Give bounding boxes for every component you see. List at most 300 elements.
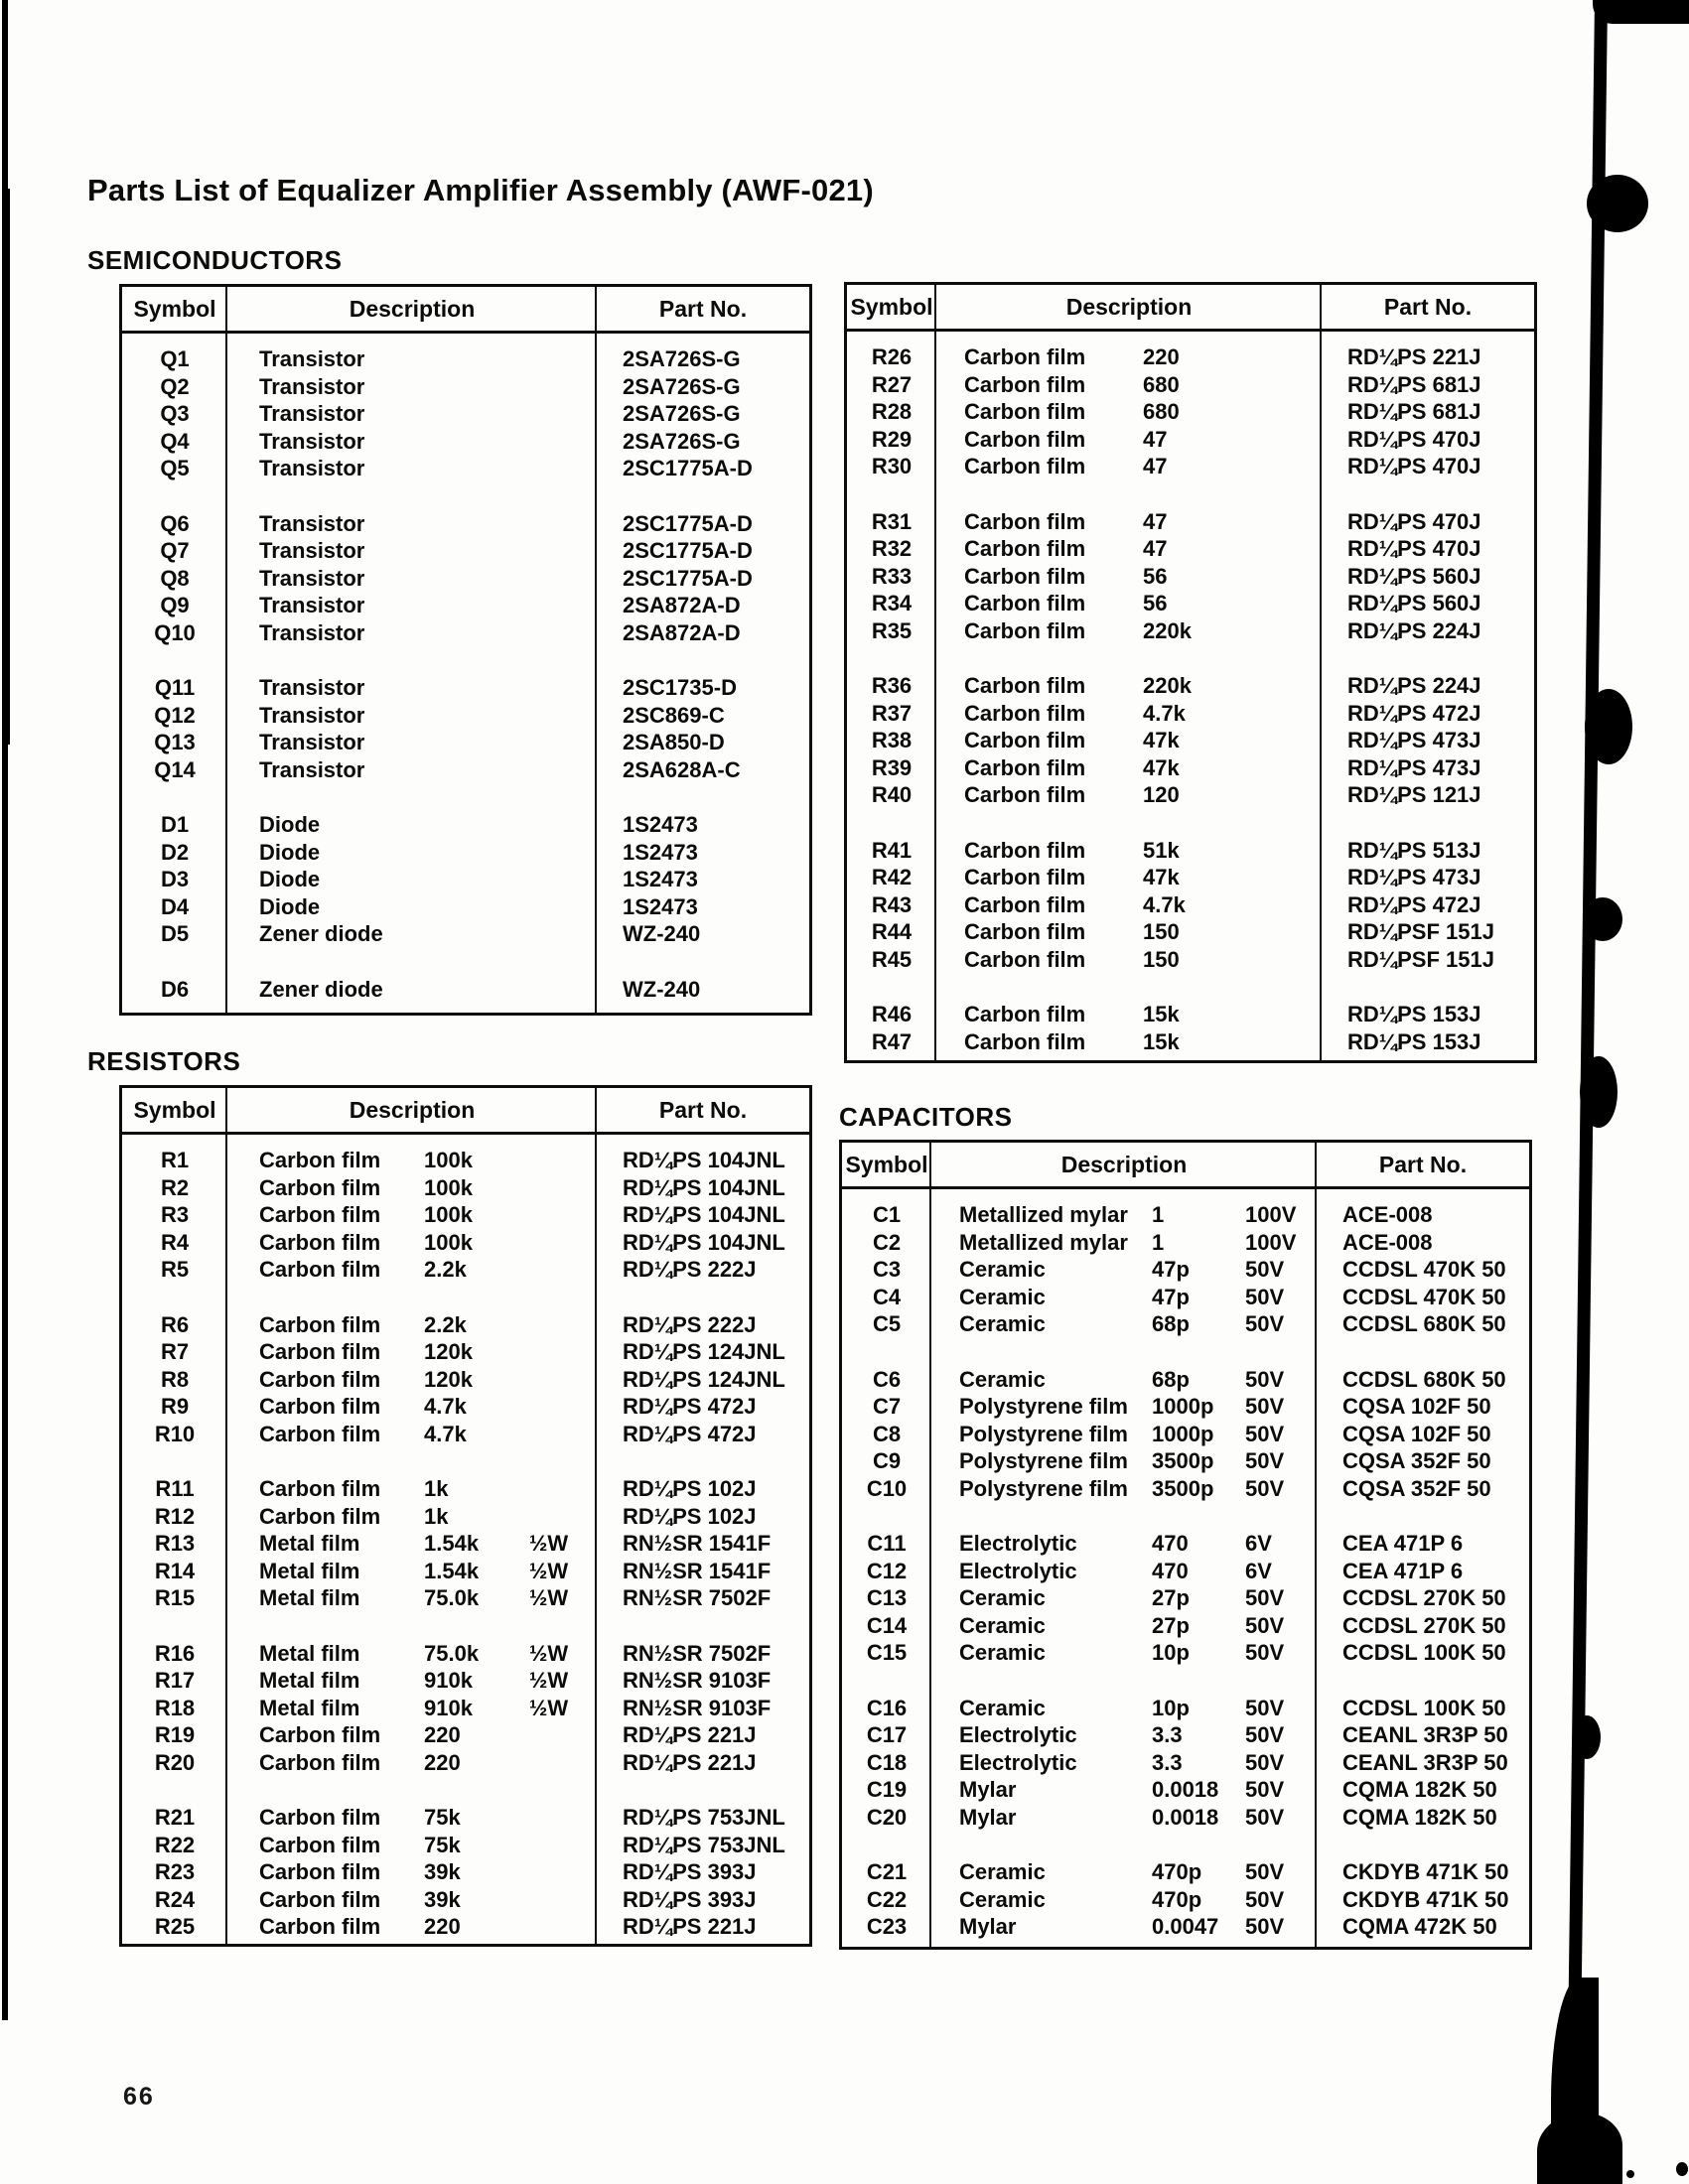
symbol-cell: Q9: [160, 593, 190, 617]
part-number-cell: RD¼PS 221J: [623, 1914, 757, 1939]
semiconductors-table: [119, 284, 812, 1016]
component-value: 3.3: [1152, 1749, 1183, 1775]
part-number-cell: RD¼PS 473J: [1347, 865, 1481, 889]
header-symbol: Symbol: [133, 295, 216, 322]
component-type: Carbon film: [259, 1476, 381, 1501]
table-row: [842, 1804, 1529, 1832]
part-number-cell: RN½SR 9103F: [623, 1668, 772, 1693]
component-type: Carbon film: [259, 1229, 381, 1255]
table-row: [842, 1913, 1529, 1941]
description-cell: [227, 1201, 597, 1229]
description-cell: [227, 537, 597, 565]
symbol-cell: R42: [871, 865, 913, 889]
part-number-cell: 2SA726S-G: [623, 428, 741, 454]
component-type: Zener diode: [259, 976, 383, 1002]
symbol-cell: C12: [866, 1558, 908, 1583]
part-number-cell: RD¼PS 560J: [1347, 591, 1481, 615]
description-cell: [936, 590, 1322, 617]
part-number-cell: CEANL 3R3P 50: [1342, 1749, 1508, 1775]
component-value: 10p: [1152, 1695, 1190, 1720]
component-type: Transistor: [259, 428, 365, 454]
component-type: Carbon film: [259, 1148, 381, 1172]
component-voltage: 50V: [1245, 1612, 1285, 1638]
table-row: [847, 508, 1534, 536]
part-number-cell: RD¼PS 104JNL: [623, 1202, 785, 1227]
component-type: Metallized mylar: [959, 1202, 1128, 1227]
component-value: 0.0018: [1152, 1777, 1219, 1802]
component-voltage: 50V: [1245, 1804, 1285, 1830]
header-symbol: Symbol: [850, 293, 933, 320]
symbol-cell: R34: [871, 591, 913, 615]
symbol-cell: Q8: [160, 565, 190, 591]
part-number-cell: RD¼PSF 151J: [1347, 919, 1494, 944]
symbol-cell: R21: [154, 1805, 196, 1830]
description-cell: [227, 1174, 597, 1202]
description-cell: [931, 1612, 1317, 1640]
component-voltage: 50V: [1245, 1777, 1285, 1802]
description-cell: [936, 371, 1322, 399]
component-value: 39k: [424, 1886, 461, 1912]
description-cell: [227, 1530, 597, 1558]
resistors-table-right: [844, 282, 1537, 1063]
component-voltage: 50V: [1245, 1695, 1285, 1720]
symbol-cell: Q7: [160, 538, 190, 563]
symbol-cell: C1: [872, 1202, 902, 1227]
header-description: Description: [349, 1096, 476, 1123]
description-cell: [227, 893, 597, 921]
part-number-cell: CKDYB 471K 50: [1342, 1886, 1509, 1912]
component-value: 1.54k: [424, 1531, 480, 1556]
component-type: Carbon film: [964, 919, 1086, 944]
symbol-cell: R38: [871, 728, 913, 752]
component-type: Carbon film: [964, 371, 1086, 397]
symbol-cell: C9: [872, 1448, 902, 1473]
table-row: [847, 918, 1534, 946]
header-part-no: Part No.: [1378, 1151, 1468, 1177]
table-row: [842, 1721, 1529, 1749]
symbol-cell: D4: [160, 893, 190, 919]
component-type: Carbon film: [964, 837, 1086, 863]
table-row: [847, 781, 1534, 809]
description-cell: [227, 866, 597, 893]
symbol-cell: C8: [872, 1421, 902, 1446]
component-type: Transistor: [259, 702, 365, 728]
symbol-cell: R16: [154, 1640, 196, 1666]
scan-artifact-speck-1: [1676, 2162, 1688, 2176]
symbol-cell: Q12: [154, 702, 196, 728]
part-number-cell: RD¼PS 472J: [623, 1421, 757, 1446]
component-type: Carbon film: [259, 1257, 381, 1282]
component-value: 0.0018: [1152, 1804, 1219, 1830]
component-type: Metal film: [259, 1695, 360, 1720]
component-value: 27p: [1152, 1585, 1190, 1610]
part-number-cell: RD¼PS 472J: [1347, 700, 1481, 726]
component-value: 470: [1152, 1558, 1189, 1583]
component-value: 120: [1143, 782, 1180, 807]
part-number-cell: RN½SR 9103F: [623, 1695, 772, 1720]
table-row: [847, 946, 1534, 974]
description-cell: [227, 920, 597, 948]
component-type: Carbon film: [964, 563, 1086, 589]
symbol-cell: R11: [155, 1476, 195, 1501]
symbol-cell: R12: [154, 1503, 196, 1529]
description-cell: [227, 1393, 597, 1421]
component-type: Carbon film: [964, 865, 1086, 889]
part-number-cell: RD¼PS 470J: [1347, 426, 1481, 452]
table-row: [847, 590, 1534, 617]
component-type: Carbon film: [964, 1002, 1086, 1026]
table-row: [847, 672, 1534, 700]
symbol-cell: C7: [872, 1394, 902, 1419]
symbol-cell: D2: [160, 839, 190, 865]
component-type: Zener diode: [259, 921, 383, 946]
component-wattage: ½W: [529, 1695, 569, 1720]
part-number-cell: RN½SR 1541F: [623, 1531, 772, 1556]
symbol-cell: R33: [871, 563, 913, 589]
component-value: 220: [424, 1749, 461, 1775]
part-number-cell: 2SA872A-D: [623, 593, 741, 617]
symbol-cell: R7: [160, 1339, 190, 1364]
table-row: [847, 371, 1534, 399]
table-row: [847, 837, 1534, 865]
component-value: 3.3: [1152, 1722, 1183, 1747]
table-row: [842, 1749, 1529, 1777]
symbol-cell: R27: [871, 371, 913, 397]
table-row: [842, 1612, 1529, 1640]
component-value: 47: [1143, 426, 1168, 452]
component-value: 150: [1143, 919, 1180, 944]
part-number-cell: ACE-008: [1342, 1229, 1433, 1255]
symbol-cell: R14: [154, 1558, 196, 1583]
part-number-cell: RD¼PS 221J: [623, 1749, 757, 1775]
component-type: Carbon film: [259, 1421, 381, 1446]
symbol-cell: R32: [871, 536, 913, 561]
component-value: 1: [1152, 1202, 1165, 1227]
part-number-cell: RD¼PS 470J: [1347, 454, 1481, 478]
part-number-cell: WZ-240: [623, 976, 701, 1002]
component-type: Metal film: [259, 1585, 360, 1610]
resistors-table-left: [119, 1085, 812, 1947]
symbol-cell: C22: [866, 1886, 908, 1912]
component-value: 47: [1143, 454, 1168, 478]
component-value: 4.7k: [1143, 700, 1186, 726]
component-type: Electrolytic: [959, 1749, 1077, 1775]
component-type: Carbon film: [964, 754, 1086, 780]
description-cell: [227, 1147, 597, 1174]
component-wattage: ½W: [529, 1668, 569, 1693]
part-number-cell: CEA 471P 6: [1342, 1558, 1464, 1583]
part-number-cell: RD¼PS 104JNL: [623, 1174, 785, 1200]
part-number-cell: CCDSL 270K 50: [1342, 1612, 1506, 1638]
table-row: [847, 1028, 1534, 1056]
component-value: 100k: [424, 1202, 473, 1227]
description-cell: [227, 1858, 597, 1886]
scan-artifact-top-right: [1593, 0, 1689, 24]
part-number-cell: RD¼PS 124JNL: [623, 1366, 785, 1392]
description-cell: [227, 702, 597, 730]
table-row: [847, 891, 1534, 919]
component-wattage: ½W: [529, 1585, 569, 1610]
component-type: Transistor: [259, 756, 365, 782]
component-voltage: 100V: [1245, 1229, 1297, 1255]
header-symbol: Symbol: [133, 1096, 216, 1123]
part-number-cell: RD¼PS 753JNL: [623, 1805, 785, 1830]
part-number-cell: RD¼PS 513J: [1347, 837, 1481, 863]
symbol-cell: R39: [871, 754, 913, 780]
component-wattage: ½W: [529, 1558, 569, 1583]
component-type: Carbon film: [964, 508, 1086, 534]
table-row: [847, 727, 1534, 754]
component-type: Carbon film: [964, 617, 1086, 643]
table-row: [842, 1475, 1529, 1503]
symbol-cell: C21: [866, 1859, 908, 1884]
symbol-cell: R28: [871, 399, 913, 424]
table-row: [847, 864, 1534, 891]
description-cell: [227, 1338, 597, 1366]
component-value: 220: [424, 1914, 461, 1939]
scan-artifact-speck-2: [1626, 2170, 1634, 2178]
page-title: Parts List of Equalizer Amplifier Assembly (AWF-021): [87, 173, 874, 207]
component-type: Carbon film: [964, 1028, 1086, 1054]
description-cell: [931, 1776, 1317, 1804]
part-number-cell: WZ-240: [623, 921, 701, 946]
header-part-no: Part No.: [658, 295, 748, 322]
part-number-cell: 2SC1735-D: [623, 675, 737, 700]
symbol-cell: R4: [160, 1229, 190, 1255]
component-type: Transistor: [259, 675, 365, 700]
part-number-cell: RD¼PS 153J: [1347, 1002, 1481, 1026]
symbol-cell: R25: [154, 1914, 196, 1939]
description-cell: [931, 1913, 1317, 1941]
component-type: Polystyrene film: [959, 1421, 1128, 1446]
symbol-cell: R41: [871, 837, 913, 863]
symbol-cell: R30: [871, 454, 913, 478]
part-number-cell: CQSA 352F 50: [1342, 1475, 1491, 1501]
component-voltage: 100V: [1245, 1202, 1297, 1227]
symbol-cell: C17: [866, 1722, 908, 1747]
symbol-cell: R22: [154, 1832, 196, 1857]
component-value: 1k: [424, 1503, 449, 1529]
component-value: 47k: [1143, 865, 1180, 889]
component-type: Ceramic: [959, 1366, 1046, 1392]
table-row: [847, 754, 1534, 782]
part-number-cell: RD¼PS 221J: [1347, 344, 1481, 369]
description-cell: [227, 1640, 597, 1668]
component-type: Mylar: [959, 1914, 1017, 1939]
component-value: 47: [1143, 536, 1168, 561]
component-type: Metal film: [259, 1640, 360, 1666]
component-type: Diode: [259, 839, 321, 865]
row-group: [847, 672, 1534, 809]
component-type: Carbon film: [964, 891, 1086, 917]
component-value: 47k: [1143, 728, 1180, 752]
description-cell: [936, 426, 1322, 454]
table-row: [842, 1256, 1529, 1284]
part-number-cell: 2SA872A-D: [623, 619, 741, 645]
part-number-cell: 2SC1775A-D: [623, 565, 753, 591]
symbol-cell: R47: [871, 1028, 913, 1054]
header-description: Description: [1060, 1151, 1188, 1177]
component-value: 75k: [424, 1832, 461, 1857]
description-cell: [936, 754, 1322, 782]
component-value: 470p: [1152, 1886, 1202, 1912]
table-row: [842, 1421, 1529, 1448]
description-cell: [936, 1001, 1322, 1028]
component-value: 15k: [1143, 1028, 1180, 1054]
description-cell: [227, 1721, 597, 1749]
component-value: 4.7k: [1143, 891, 1186, 917]
description-cell: [227, 674, 597, 702]
symbol-cell: C10: [866, 1475, 908, 1501]
component-type: Carbon film: [259, 1339, 381, 1364]
component-type: Transistor: [259, 401, 365, 426]
part-number-cell: CQMA 472K 50: [1342, 1914, 1497, 1939]
symbol-cell: R26: [871, 344, 913, 369]
component-voltage: 6V: [1245, 1558, 1272, 1583]
row-group: [842, 1366, 1529, 1503]
part-number-cell: RD¼PS 473J: [1347, 728, 1481, 752]
component-value: 68p: [1152, 1366, 1190, 1392]
description-cell: [931, 1229, 1317, 1257]
description-cell: [227, 619, 597, 647]
component-value: 100k: [424, 1174, 473, 1200]
part-number-cell: CCDSL 680K 50: [1342, 1311, 1506, 1336]
scan-artifact-bottom-right-2: [1537, 2113, 1622, 2184]
component-voltage: 50V: [1245, 1257, 1285, 1282]
part-number-cell: RD¼PS 121J: [1347, 782, 1481, 807]
component-type: Transistor: [259, 565, 365, 591]
component-type: Metal film: [259, 1558, 360, 1583]
symbol-cell: C18: [866, 1749, 908, 1775]
component-type: Carbon film: [964, 782, 1086, 807]
component-type: Mylar: [959, 1804, 1017, 1830]
scan-artifact-blob-4: [1580, 1056, 1618, 1128]
component-type: Carbon film: [964, 399, 1086, 424]
symbol-cell: R43: [871, 891, 913, 917]
symbol-cell: Q14: [154, 756, 196, 782]
table-row: [842, 1639, 1529, 1667]
component-value: 47p: [1152, 1284, 1190, 1309]
component-value: 470: [1152, 1531, 1189, 1556]
component-voltage: 50V: [1245, 1394, 1285, 1419]
symbol-cell: C19: [866, 1777, 908, 1802]
component-value: 68p: [1152, 1311, 1190, 1336]
symbol-cell: R36: [871, 673, 913, 698]
part-number-cell: 2SC869-C: [623, 702, 725, 728]
table-header-row: [842, 1143, 1529, 1189]
table-row: [842, 1310, 1529, 1338]
row-group: [847, 343, 1534, 480]
description-cell: [931, 1201, 1317, 1229]
component-type: Ceramic: [959, 1257, 1046, 1282]
header-symbol: Symbol: [845, 1151, 928, 1177]
component-value: 2.2k: [424, 1311, 467, 1337]
table-row: [847, 453, 1534, 480]
component-value: 470p: [1152, 1859, 1202, 1884]
component-type: Carbon film: [964, 426, 1086, 452]
part-number-cell: CEANL 3R3P 50: [1342, 1722, 1508, 1747]
component-value: 220: [424, 1722, 461, 1747]
part-number-cell: RD¼PS 153J: [1347, 1028, 1481, 1054]
part-number-cell: 2SC1775A-D: [623, 456, 753, 480]
component-value: 680: [1143, 399, 1180, 424]
component-value: 100k: [424, 1148, 473, 1172]
description-cell: [227, 510, 597, 538]
part-number-cell: CCDSL 470K 50: [1342, 1257, 1506, 1282]
component-type: Electrolytic: [959, 1722, 1077, 1747]
component-type: Mylar: [959, 1777, 1017, 1802]
symbol-cell: Q2: [160, 373, 190, 399]
component-value: 120k: [424, 1366, 473, 1392]
component-type: Carbon film: [259, 1366, 381, 1392]
component-voltage: 50V: [1245, 1284, 1285, 1309]
component-type: Ceramic: [959, 1612, 1046, 1638]
row-group: [842, 1858, 1529, 1941]
description-cell: [227, 592, 597, 619]
capacitors-table: [839, 1140, 1532, 1950]
description-cell: [931, 1284, 1317, 1311]
component-value: 1.54k: [424, 1558, 480, 1583]
symbol-cell: R40: [871, 782, 913, 807]
symbol-cell: R10: [154, 1421, 196, 1446]
part-number-cell: RD¼PS 753JNL: [623, 1832, 785, 1857]
component-type: Carbon film: [964, 673, 1086, 698]
symbol-cell: R3: [160, 1202, 190, 1227]
component-type: Carbon film: [259, 1886, 381, 1912]
part-number-cell: CKDYB 471K 50: [1342, 1859, 1509, 1884]
description-cell: [227, 1256, 597, 1284]
part-number-cell: RD¼PS 222J: [623, 1311, 757, 1337]
component-type: Metal film: [259, 1531, 360, 1556]
part-number-cell: CQSA 352F 50: [1342, 1448, 1491, 1473]
part-number-cell: RD¼PS 104JNL: [623, 1148, 785, 1172]
component-value: 910k: [424, 1668, 473, 1693]
symbol-cell: C5: [872, 1311, 902, 1336]
component-type: Carbon film: [259, 1202, 381, 1227]
symbol-cell: R45: [871, 946, 913, 972]
component-type: Transistor: [259, 510, 365, 536]
symbol-cell: C16: [866, 1695, 908, 1720]
component-type: Carbon film: [964, 454, 1086, 478]
description-cell: [227, 345, 597, 373]
component-value: 3500p: [1152, 1475, 1214, 1501]
component-type: Electrolytic: [959, 1531, 1077, 1556]
description-cell: [931, 1584, 1317, 1612]
symbol-cell: R9: [160, 1394, 190, 1419]
component-voltage: 50V: [1245, 1886, 1285, 1912]
component-voltage: 50V: [1245, 1914, 1285, 1939]
row-group: [842, 1695, 1529, 1832]
description-cell: [227, 756, 597, 784]
component-type: Transistor: [259, 593, 365, 617]
description-cell: [936, 453, 1322, 480]
component-type: Carbon film: [964, 728, 1086, 752]
part-number-cell: 2SC1775A-D: [623, 510, 753, 536]
scan-artifact-blob-1: [1587, 175, 1648, 232]
part-number-cell: CCDSL 680K 50: [1342, 1366, 1506, 1392]
component-voltage: 50V: [1245, 1722, 1285, 1747]
part-number-cell: 2SA726S-G: [623, 401, 741, 426]
header-description: Description: [1065, 293, 1193, 320]
table-body: [842, 1189, 1529, 1941]
part-number-cell: RD¼PS 102J: [623, 1476, 757, 1501]
component-type: Ceramic: [959, 1284, 1046, 1309]
symbol-cell: Q5: [160, 456, 190, 480]
component-value: 75k: [424, 1805, 461, 1830]
part-number-cell: RD¼PS 224J: [1347, 617, 1481, 643]
component-value: 150: [1143, 946, 1180, 972]
component-type: Polystyrene film: [959, 1394, 1128, 1419]
